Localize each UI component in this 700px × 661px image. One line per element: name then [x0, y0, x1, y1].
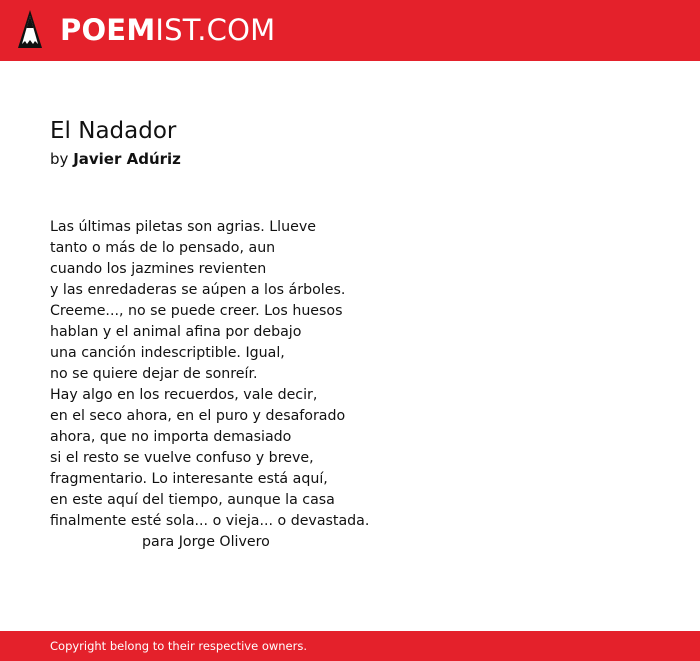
copyright-notice: Copyright belong to their respective owners.	[50, 639, 308, 653]
site-footer	[0, 631, 700, 661]
byline	[50, 148, 650, 170]
site-name	[60, 8, 275, 52]
poem-container	[50, 114, 650, 553]
poem-line: hablan y el animal afina por debajo	[50, 324, 302, 340]
poem-line: ahora, que no importa demasiado	[50, 429, 292, 445]
poem-title: El Nadador	[50, 118, 177, 144]
poem-line: cuando los jazmines revienten	[50, 261, 267, 277]
poem-line: en este aquí del tiempo, aunque la casa	[50, 492, 335, 508]
poem-line: Hay algo en los recuerdos, vale decir,	[50, 387, 318, 403]
poem-line: tanto o más de lo pensado, aun	[50, 240, 276, 256]
poem-line: no se quiere dejar de sonreír.	[50, 366, 258, 382]
poem-line: en el seco ahora, en el puro y desaforado	[50, 408, 346, 424]
poem-line: una canción indescriptible. Igual,	[50, 345, 285, 361]
author-name: Javier Adúriz	[73, 150, 181, 168]
poem-dedication: para Jorge Olivero	[142, 534, 270, 550]
pencil-icon	[16, 8, 44, 52]
poem-line: fragmentario. Lo interesante está aquí,	[50, 471, 328, 487]
site-header	[0, 0, 700, 61]
brand-bold: POEM	[60, 13, 156, 47]
poem-line: Las últimas piletas son agrias. Llueve	[50, 219, 316, 235]
poem-line: Creeme..., no se puede creer. Los huesos	[50, 303, 343, 319]
poem-line: y las enredaderas se aúpen a los árboles.	[50, 282, 346, 298]
brand-light: IST.COM	[155, 13, 276, 47]
by-label: by	[50, 150, 69, 168]
poem-line: si el resto se vuelve confuso y breve,	[50, 450, 314, 466]
poem-body	[50, 217, 650, 553]
site-logo-link[interactable]	[16, 8, 275, 52]
poem-line: finalmente esté sola... o vieja... o devastada.	[50, 513, 370, 529]
